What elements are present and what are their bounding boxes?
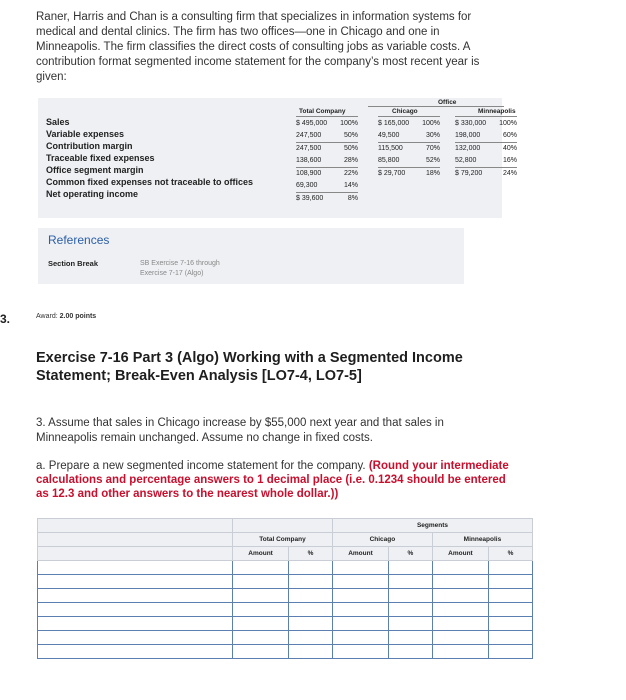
answer-table <box>37 518 533 659</box>
answer-input[interactable] <box>233 603 288 616</box>
intro-paragraph: Raner, Harris and Chan is a consulting firm that specializes in information systems for medical and dental clinics. The firm has two offices—one in Chicago and one in Minneapolis. The firm classifies the direct costs of consulting jobs as variable costs. A contribution format segmented income statement for the company’s most recent year is given: <box>36 11 480 83</box>
answer-input[interactable] <box>433 645 488 658</box>
answer-input[interactable] <box>389 603 432 616</box>
min-sales: $ 330,000 <box>455 120 487 127</box>
answer-input[interactable] <box>233 617 288 630</box>
answer-input[interactable] <box>333 645 388 658</box>
row-label-sales: Sales <box>46 117 70 127</box>
total-segment-margin: 108,900 <box>296 170 322 177</box>
chi-segment-margin-pct: 18% <box>425 170 440 177</box>
min-traceable-pct: 16% <box>502 157 517 164</box>
total-common-fixed: 69,300 <box>296 182 318 189</box>
chi-traceable-pct: 52% <box>425 157 440 164</box>
answer-input[interactable] <box>433 617 488 630</box>
min-variable: 198,000 <box>455 132 481 139</box>
answer-input[interactable] <box>289 589 332 602</box>
references-title: References <box>48 233 110 247</box>
minneapolis-column <box>455 118 517 180</box>
answer-input[interactable] <box>333 631 388 644</box>
row-label-traceable-fixed: Traceable fixed expenses <box>46 153 155 163</box>
statement-labels <box>46 116 286 200</box>
minneapolis-pct-header: % <box>489 547 533 561</box>
row-label-contribution-margin: Contribution margin <box>46 141 133 151</box>
answer-row <box>38 589 533 603</box>
answer-row <box>38 617 533 631</box>
reference-link-2[interactable]: Exercise 7-17 (Algo) <box>140 270 204 277</box>
award-value: 2.00 points <box>59 313 97 320</box>
minneapolis-header: Minneapolis <box>478 108 516 115</box>
answer-input[interactable] <box>489 617 532 630</box>
chi-segment-margin: $ 29,700 <box>378 170 406 177</box>
answer-row <box>38 603 533 617</box>
award-label: Award: <box>36 313 58 320</box>
answer-input[interactable] <box>289 561 332 574</box>
answer-input[interactable] <box>389 645 432 658</box>
answer-input[interactable] <box>333 575 388 588</box>
total-cm: 247,500 <box>296 145 322 152</box>
chicago-amount-header: Amount <box>332 547 388 561</box>
answer-input[interactable] <box>233 589 288 602</box>
answer-input[interactable] <box>333 589 388 602</box>
min-variable-pct: 60% <box>502 132 517 139</box>
part-a-instructions <box>36 459 516 501</box>
row-label-input[interactable] <box>38 631 232 644</box>
row-label-segment-margin: Office segment margin <box>46 165 144 175</box>
min-cm: 132,000 <box>455 145 481 152</box>
total-variable-pct: 50% <box>343 132 358 139</box>
answer-row <box>38 575 533 589</box>
row-label-input[interactable] <box>38 645 232 658</box>
min-traceable: 52,800 <box>455 157 477 164</box>
answer-input[interactable] <box>233 631 288 644</box>
part3-question: 3. Assume that sales in Chicago increase by $55,000 next year and that sales in Minneapolis remain unchanged. Assume no change in fixed costs. <box>36 417 444 444</box>
rounding-instruction: (Round your intermediate calculations and percentage answers to 1 decimal place (i.e. 0.1234 should be entered as 12.3 and other answers to the nearest whole dollar.)) <box>36 460 509 500</box>
chi-cm: 115,500 <box>378 145 403 152</box>
row-label-input[interactable] <box>38 561 232 574</box>
answer-input[interactable] <box>489 603 532 616</box>
answer-input[interactable] <box>289 617 332 630</box>
answer-input[interactable] <box>333 561 388 574</box>
answer-input[interactable] <box>433 631 488 644</box>
answer-row <box>38 645 533 659</box>
answer-input[interactable] <box>433 575 488 588</box>
chi-variable: 49,500 <box>378 132 400 139</box>
answer-chicago-header: Chicago <box>332 533 432 547</box>
total-pct-header: % <box>289 547 333 561</box>
row-label-variable-expenses: Variable expenses <box>46 129 125 139</box>
answer-input[interactable] <box>489 645 532 658</box>
answer-input[interactable] <box>433 603 488 616</box>
answer-input[interactable] <box>389 589 432 602</box>
total-variable: 247,500 <box>296 132 322 139</box>
answer-input[interactable] <box>233 561 288 574</box>
total-segment-margin-pct: 22% <box>343 170 358 177</box>
segments-header: Segments <box>332 519 532 533</box>
answer-input[interactable] <box>233 575 288 588</box>
total-amount-header: Amount <box>233 547 289 561</box>
part-a-text: a. Prepare a new segmented income statement for the company. <box>36 460 366 472</box>
answer-row <box>38 631 533 645</box>
total-common-fixed-pct: 14% <box>343 182 358 189</box>
total-traceable: 138,600 <box>296 157 322 164</box>
chi-sales: $ 165,000 <box>378 120 410 127</box>
answer-input[interactable] <box>289 645 332 658</box>
answer-input[interactable] <box>333 603 388 616</box>
answer-input[interactable] <box>389 561 432 574</box>
answer-input[interactable] <box>433 589 488 602</box>
row-label-common-fixed: Common fixed expenses not traceable to offices <box>46 177 254 187</box>
chicago-pct-header: % <box>389 547 433 561</box>
min-sales-pct: 100% <box>499 120 517 127</box>
answer-input[interactable] <box>489 589 532 602</box>
row-label-input[interactable] <box>38 575 232 588</box>
answer-minneapolis-header: Minneapolis <box>432 533 532 547</box>
answer-input[interactable] <box>489 575 532 588</box>
answer-input[interactable] <box>389 575 432 588</box>
chi-variable-pct: 30% <box>425 132 440 139</box>
row-label-input[interactable] <box>38 589 232 602</box>
exercise-title: Exercise 7-16 Part 3 (Algo) Working with a Segmented Income Statement; Break-Even Analysis [LO7-4, LO7-5] <box>36 350 463 384</box>
section-break-label: Section Break <box>48 259 99 268</box>
award-points <box>36 313 96 320</box>
total-cm-pct: 50% <box>343 145 358 152</box>
minneapolis-amount-header: Amount <box>432 547 488 561</box>
answer-input[interactable] <box>289 631 332 644</box>
chicago-header: Chicago <box>392 108 418 115</box>
answer-input[interactable] <box>489 631 532 644</box>
min-cm-pct: 40% <box>502 145 517 152</box>
chi-traceable: 85,800 <box>378 157 400 164</box>
total-company-header: Total Company <box>299 108 346 115</box>
answer-input[interactable] <box>433 561 488 574</box>
min-segment-margin: $ 79,200 <box>455 170 483 177</box>
total-company-column <box>296 118 358 205</box>
answer-input[interactable] <box>489 561 532 574</box>
chi-cm-pct: 70% <box>425 145 440 152</box>
answer-row <box>38 561 533 575</box>
chicago-column <box>378 118 440 180</box>
office-header: Office <box>438 99 457 106</box>
answer-input[interactable] <box>389 617 432 630</box>
reference-links[interactable] <box>140 259 220 279</box>
min-segment-margin-pct: 24% <box>502 170 517 177</box>
total-noi: $ 39,600 <box>296 195 324 202</box>
total-traceable-pct: 28% <box>343 157 358 164</box>
answer-total-company-header: Total Company <box>233 533 333 547</box>
total-noi-pct: 8% <box>347 195 358 202</box>
answer-input[interactable] <box>389 631 432 644</box>
reference-link-1[interactable]: SB Exercise 7-16 through <box>140 260 220 267</box>
answer-input[interactable] <box>289 603 332 616</box>
total-sales-pct: 100% <box>340 120 358 127</box>
answer-input[interactable] <box>233 645 288 658</box>
chi-sales-pct: 100% <box>422 120 440 127</box>
row-label-net-operating-income: Net operating income <box>46 189 139 199</box>
answer-input[interactable] <box>333 617 388 630</box>
question-number: 3. <box>0 312 11 326</box>
row-label-input[interactable] <box>38 617 232 630</box>
answer-input[interactable] <box>289 575 332 588</box>
row-label-input[interactable] <box>38 603 232 616</box>
total-sales: $ 495,000 <box>296 120 328 127</box>
